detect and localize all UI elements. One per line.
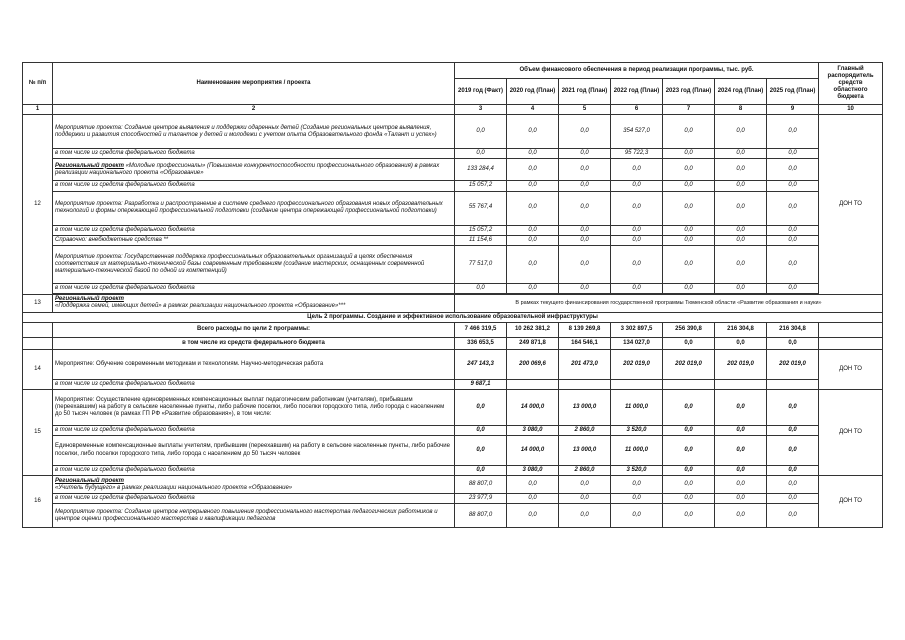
cell-value: 0,0	[611, 235, 663, 245]
cell-value: 3 302 897,5	[611, 322, 663, 337]
cell-value: 354 527,0	[611, 115, 663, 149]
cell-value	[559, 379, 611, 389]
cell-value: 0,0	[507, 159, 559, 181]
table-row	[23, 159, 883, 181]
project-name: «Поддержка семей, имеющих детей» в рамках реализации национального проекта «Образование»***	[55, 303, 346, 310]
table-row	[23, 389, 883, 425]
cell-value	[715, 379, 767, 389]
cell-value: 0,0	[767, 476, 819, 494]
cell-value: 0,0	[559, 476, 611, 494]
col-number: 10	[819, 105, 883, 115]
cell-value: 0,0	[663, 191, 715, 225]
cell-value: 0,0	[715, 225, 767, 235]
cell-value: 202 019,0	[611, 349, 663, 379]
cell-value: 15 057,2	[455, 181, 507, 191]
cell-value: 200 069,6	[507, 349, 559, 379]
total-row	[23, 322, 883, 337]
cell-value: 0,0	[559, 181, 611, 191]
cell-value: 0,0	[507, 191, 559, 225]
table-row	[23, 181, 883, 191]
cell-value: 0,0	[663, 225, 715, 235]
row-number: 15	[23, 389, 53, 475]
cell-value: 0,0	[611, 476, 663, 494]
row-name: в том числе из средств федерального бюджета	[53, 425, 455, 435]
header-year: 2019 год (Факт)	[455, 79, 507, 105]
header-year: 2023 год (План)	[663, 79, 715, 105]
cell-value: 3 080,0	[507, 425, 559, 435]
cell-value: 0,0	[715, 283, 767, 293]
total-label: Всего расходы по цели 2 программы:	[53, 322, 455, 337]
row-number: 14	[23, 349, 53, 389]
cell-value: 0,0	[715, 504, 767, 528]
table-row	[23, 476, 883, 494]
table-row	[23, 191, 883, 225]
cell-value: 133 284,4	[455, 159, 507, 181]
cell-value: 0,0	[455, 115, 507, 149]
cell-value: 0,0	[611, 225, 663, 235]
row-name: Мероприятие: Обучение современным методикам и технологиям. Научно-методическая работа	[53, 349, 455, 379]
cell-value: 0,0	[663, 115, 715, 149]
total-fed-label: в том числе из средств федерального бюджета	[53, 337, 455, 349]
table-row	[23, 466, 883, 476]
cell-value: 0,0	[455, 436, 507, 466]
cell-value: 202 019,0	[663, 349, 715, 379]
cell-value: 0,0	[507, 245, 559, 283]
cell-value: 0,0	[507, 283, 559, 293]
cell-value: 11 000,0	[611, 389, 663, 425]
row-name: Мероприятие проекта: Разработка и распространение в системе среднего профессионального образования новых образовательных технологий и формы опережающей профессиональной подготовки (создание центра опережающей профессиональной подготовки)	[53, 191, 455, 225]
cell-value: 0,0	[715, 436, 767, 466]
table-row	[23, 115, 883, 149]
cell-value: 3 080,0	[507, 466, 559, 476]
project-title: Региональный проект	[55, 296, 124, 303]
header-funding: Объем финансового обеспечения в период реализации программы, тыс. руб.	[455, 63, 819, 79]
manager-cell: ДОН ТО	[819, 349, 883, 389]
cell-value: 0,0	[715, 181, 767, 191]
cell-value: 0,0	[611, 245, 663, 283]
table-row	[23, 149, 883, 159]
cell-value: 0,0	[455, 425, 507, 435]
cell-value: 0,0	[455, 466, 507, 476]
col-number: 3	[455, 105, 507, 115]
cell-value: 14 000,0	[507, 436, 559, 466]
cell-value: 88 807,0	[455, 476, 507, 494]
cell-value: 0,0	[715, 494, 767, 504]
header-year: 2022 год (План)	[611, 79, 663, 105]
row-name	[53, 476, 455, 494]
cell-value: 0,0	[715, 337, 767, 349]
cell-value: 0,0	[663, 235, 715, 245]
cell-value: 3 520,0	[611, 425, 663, 435]
goal-heading: Цель 2 программы. Создание и эффективное использование образовательной инфраструктуры	[23, 312, 883, 322]
row-name: Справочно: внебюджетные средства **	[53, 235, 455, 245]
cell-value: 216 304,8	[767, 322, 819, 337]
row-name: Мероприятие проекта: Государственная поддержка профессиональных образовательных организаций в целях обеспечения соответствия их материально-технической базы современным требованиям (создание мастерских, оснащенных современной материально-технической базой по одной из компетенций)	[53, 245, 455, 283]
row-name: в том числе из средств федерального бюджета	[53, 494, 455, 504]
cell-value: 0,0	[559, 235, 611, 245]
cell-value: 13 000,0	[559, 436, 611, 466]
cell-value: 0,0	[663, 494, 715, 504]
header-name: Наименование мероприятия / проекта	[53, 63, 455, 105]
funding-note: В рамках текущего финансирования государственной программы Тюменской области «Развитие образования и науки»	[455, 295, 883, 312]
table-row	[23, 283, 883, 293]
funding-table	[22, 62, 883, 528]
cell-value: 0,0	[663, 159, 715, 181]
cell-value: 0,0	[715, 476, 767, 494]
cell-value: 0,0	[715, 235, 767, 245]
cell-value: 8 139 269,8	[559, 322, 611, 337]
cell-value: 0,0	[559, 191, 611, 225]
cell-value: 0,0	[559, 159, 611, 181]
cell-value: 0,0	[715, 191, 767, 225]
cell-value: 0,0	[767, 191, 819, 225]
cell-value: 9 687,1	[455, 379, 507, 389]
manager-cell: ДОН ТО	[819, 476, 883, 528]
cell-value: 0,0	[767, 425, 819, 435]
cell-value: 14 000,0	[507, 389, 559, 425]
cell-value: 0,0	[767, 235, 819, 245]
cell-value: 0,0	[767, 159, 819, 181]
project-name: «Учитель будущего» в рамках реализации национального проекта «Образование»	[55, 484, 293, 491]
cell-value: 0,0	[507, 476, 559, 494]
cell-value: 0,0	[559, 115, 611, 149]
cell-value: 0,0	[767, 389, 819, 425]
row-name: в том числе из средств федерального бюджета	[53, 149, 455, 159]
cell-value: 0,0	[663, 466, 715, 476]
table-row	[23, 295, 883, 312]
cell-value: 0,0	[715, 149, 767, 159]
row-name: в том числе из средств федерального бюджета	[53, 466, 455, 476]
manager-cell: ДОН ТО	[819, 115, 883, 295]
cell-value: 0,0	[715, 389, 767, 425]
cell-value: 134 027,0	[611, 337, 663, 349]
cell-value: 0,0	[715, 425, 767, 435]
table-row	[23, 425, 883, 435]
project-name: «Молодые профессионалы» (Повышение конкурентоспособности профессионального образования) в рамках реализации национального проекта «Образование»	[55, 162, 440, 176]
row-name	[53, 159, 455, 181]
cell-value: 0,0	[507, 149, 559, 159]
cell-value: 0,0	[663, 436, 715, 466]
cell-value: 0,0	[767, 225, 819, 235]
cell-value: 0,0	[559, 504, 611, 528]
row-name: в том числе из средств федерального бюджета	[53, 283, 455, 293]
table-row	[23, 225, 883, 235]
header-year: 2025 год (План)	[767, 79, 819, 105]
header-year: 2020 год (План)	[507, 79, 559, 105]
cell-value: 0,0	[455, 283, 507, 293]
cell-value: 0,0	[507, 235, 559, 245]
header-manager: Главный распорядитель средств областного бюджета	[819, 63, 883, 105]
cell-value: 0,0	[663, 476, 715, 494]
project-title: Региональный проект	[55, 162, 124, 169]
cell-value: 0,0	[611, 191, 663, 225]
table-row	[23, 436, 883, 466]
row-number: 16	[23, 476, 53, 528]
cell-value: 0,0	[767, 245, 819, 283]
cell-value: 0,0	[767, 181, 819, 191]
cell-value: 0,0	[611, 181, 663, 191]
cell-value: 13 000,0	[559, 389, 611, 425]
cell-value: 11 000,0	[611, 436, 663, 466]
header-no: № п/п	[23, 63, 53, 105]
cell-value	[611, 379, 663, 389]
cell-value: 247 143,3	[455, 349, 507, 379]
cell-value: 0,0	[663, 245, 715, 283]
project-title: Региональный проект	[55, 477, 124, 484]
cell-value: 0,0	[559, 245, 611, 283]
col-number: 9	[767, 105, 819, 115]
cell-value: 0,0	[507, 494, 559, 504]
cell-value: 0,0	[507, 225, 559, 235]
total-row	[23, 337, 883, 349]
cell-value: 0,0	[507, 181, 559, 191]
cell-value: 0,0	[455, 389, 507, 425]
col-number: 5	[559, 105, 611, 115]
col-number: 4	[507, 105, 559, 115]
cell-value: 0,0	[663, 337, 715, 349]
cell-value: 0,0	[767, 494, 819, 504]
row-name: в том числе из средств федерального бюджета	[53, 379, 455, 389]
row-name	[53, 295, 455, 312]
col-number: 7	[663, 105, 715, 115]
cell-value: 77 517,0	[455, 245, 507, 283]
cell-value: 0,0	[611, 283, 663, 293]
cell-value: 0,0	[715, 245, 767, 283]
cell-value: 0,0	[559, 494, 611, 504]
cell-value: 7 466 319,5	[455, 322, 507, 337]
cell-value: 0,0	[767, 466, 819, 476]
col-number: 6	[611, 105, 663, 115]
row-name: Мероприятие: Осуществление единовременных компенсационных выплат педагогическим работникам (учителям), прибывшим (переехавшим) на работу в сельские населенные пункты, либо рабочие поселки, либо поселки городского типа, либо города с населением до 50 тысяч человек (в рамках ГП РФ «Развитие образования»), в том числе:	[53, 389, 455, 425]
col-number: 1	[23, 105, 53, 115]
cell-value: 0,0	[767, 504, 819, 528]
cell-value: 202 019,0	[767, 349, 819, 379]
cell-value: 0,0	[715, 115, 767, 149]
cell-value: 2 860,0	[559, 425, 611, 435]
cell-value: 0,0	[507, 115, 559, 149]
cell-value: 0,0	[663, 149, 715, 159]
cell-value: 0,0	[611, 504, 663, 528]
cell-value	[767, 379, 819, 389]
cell-value: 0,0	[767, 115, 819, 149]
cell-value: 0,0	[559, 225, 611, 235]
table-row	[23, 494, 883, 504]
cell-value: 15 057,2	[455, 225, 507, 235]
cell-value: 0,0	[767, 283, 819, 293]
cell-value: 0,0	[715, 159, 767, 181]
col-number: 8	[715, 105, 767, 115]
cell-value	[507, 379, 559, 389]
cell-value	[663, 379, 715, 389]
cell-value: 0,0	[559, 149, 611, 159]
cell-value: 0,0	[611, 494, 663, 504]
cell-value: 55 767,4	[455, 191, 507, 225]
cell-value: 202 019,0	[715, 349, 767, 379]
table-row	[23, 245, 883, 283]
cell-value: 0,0	[663, 504, 715, 528]
cell-value: 216 304,8	[715, 322, 767, 337]
cell-value: 0,0	[663, 425, 715, 435]
cell-value: 0,0	[767, 337, 819, 349]
header-year: 2021 год (План)	[559, 79, 611, 105]
col-number: 2	[53, 105, 455, 115]
header-year: 2024 год (План)	[715, 79, 767, 105]
cell-value: 0,0	[663, 389, 715, 425]
cell-value: 256 390,8	[663, 322, 715, 337]
cell-value: 2 860,0	[559, 466, 611, 476]
cell-value: 0,0	[663, 283, 715, 293]
row-number: 12	[23, 115, 53, 295]
cell-value: 336 653,5	[455, 337, 507, 349]
table-row	[23, 235, 883, 245]
cell-value: 0,0	[507, 504, 559, 528]
cell-value: 11 154,6	[455, 235, 507, 245]
cell-value: 0,0	[715, 466, 767, 476]
table-row	[23, 349, 883, 379]
cell-value: 0,0	[767, 436, 819, 466]
row-name: в том числе из средств федерального бюджета	[53, 225, 455, 235]
cell-value: 23 977,9	[455, 494, 507, 504]
cell-value: 164 546,1	[559, 337, 611, 349]
cell-value: 0,0	[611, 159, 663, 181]
row-name: Единовременные компенсационные выплаты учителям, прибывшим (переехавшим) на работу в сельские населенные пункты, либо рабочие поселки, либо поселки городского типа, либо города с населением до 50 тысяч человек	[53, 436, 455, 466]
cell-value: 10 262 381,2	[507, 322, 559, 337]
cell-value: 0,0	[455, 149, 507, 159]
row-name: в том числе из средств федерального бюджета	[53, 181, 455, 191]
cell-value: 3 520,0	[611, 466, 663, 476]
row-name: Мероприятие проекта: Создание центров непрерывного повышения профессионального мастерства педагогических работников и центров оценки профессионального мастерства и квалификации педагогов	[53, 504, 455, 528]
cell-value: 249 871,8	[507, 337, 559, 349]
table-row	[23, 504, 883, 528]
row-name: Мероприятие проекта: Создание центров выявления и поддержки одаренных детей (Создание региональных центров выявления, поддержки и развития способностей и талантов у детей и молодежи с учетом опыта Образовательного фонда «Талант и успех»)	[53, 115, 455, 149]
table-row	[23, 379, 883, 389]
cell-value: 0,0	[663, 181, 715, 191]
cell-value: 0,0	[767, 149, 819, 159]
manager-cell: ДОН ТО	[819, 389, 883, 475]
cell-value: 0,0	[559, 283, 611, 293]
cell-value: 201 473,0	[559, 349, 611, 379]
row-number: 13	[23, 295, 53, 312]
cell-value: 88 807,0	[455, 504, 507, 528]
cell-value: 95 722,3	[611, 149, 663, 159]
